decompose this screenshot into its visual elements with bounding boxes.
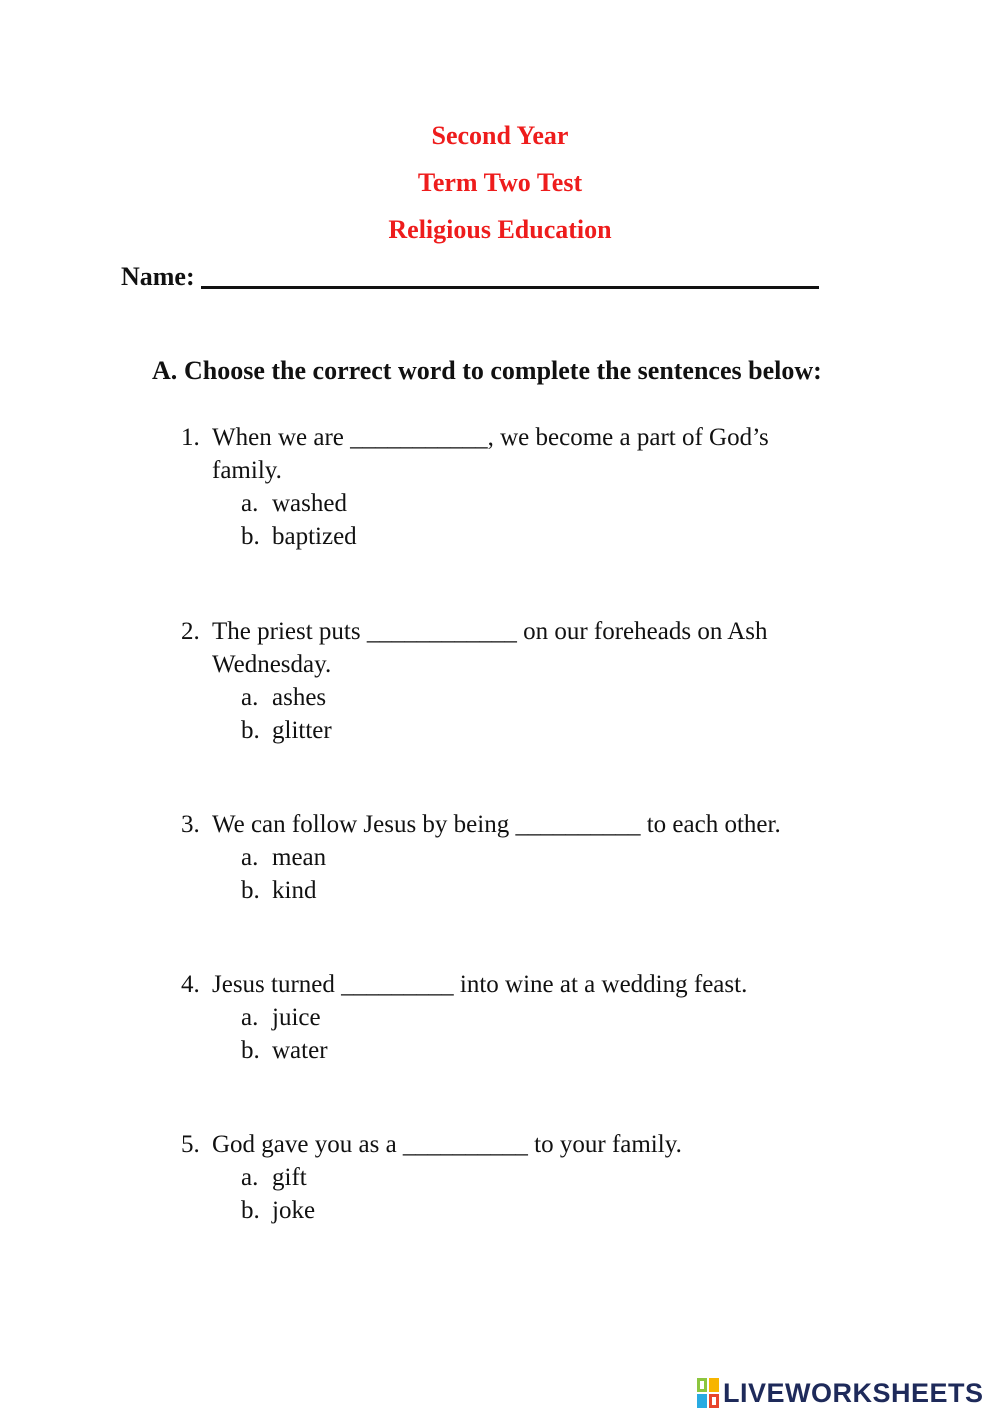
option-letter: a. <box>241 490 259 517</box>
option-b[interactable] <box>181 874 841 907</box>
option-a[interactable] <box>181 1001 841 1034</box>
option-a[interactable] <box>181 681 841 714</box>
option-letter: a. <box>241 684 259 711</box>
test-term-heading: Term Two Test <box>417 168 583 197</box>
question-number: 2. <box>181 618 200 645</box>
option-text: mean <box>272 844 327 871</box>
liveworksheets-watermark <box>697 1376 984 1410</box>
option-b[interactable] <box>181 1194 841 1227</box>
question-number: 5. <box>181 1131 200 1158</box>
liveworksheets-logo-text: LIVEWORKSHEETS <box>723 1377 984 1408</box>
option-b[interactable] <box>181 520 841 553</box>
option-letter: b. <box>241 877 260 904</box>
option-letter: a. <box>241 1004 259 1031</box>
option-b[interactable] <box>181 714 841 747</box>
question-5 <box>181 1128 841 1227</box>
question-number: 4. <box>181 971 200 998</box>
option-text: water <box>272 1037 328 1064</box>
option-text: gift <box>272 1164 307 1191</box>
question-number: 3. <box>181 811 200 838</box>
option-text: washed <box>272 490 347 517</box>
question-number: 1. <box>181 424 200 451</box>
question-2 <box>181 615 841 747</box>
question-text: The priest puts ____________ on our foreheads on Ash Wednesday. <box>212 618 768 678</box>
option-text: ashes <box>272 684 327 711</box>
option-letter: b. <box>241 717 260 744</box>
option-text: juice <box>272 1004 321 1031</box>
liveworksheets-logo-icon <box>697 1378 719 1408</box>
question-text: When we are ___________, we become a part of God’s family. <box>212 424 769 484</box>
option-letter: b. <box>241 523 260 550</box>
question-4 <box>181 968 841 1067</box>
section-instruction-text: Choose the correct word to complete the sentences below: <box>184 356 822 385</box>
option-a[interactable] <box>181 841 841 874</box>
option-b[interactable] <box>181 1034 841 1067</box>
name-input-line[interactable] <box>201 262 819 289</box>
option-text: glitter <box>272 717 332 744</box>
option-text: joke <box>272 1197 316 1224</box>
name-field <box>121 262 819 292</box>
section-letter: A. <box>152 356 178 385</box>
section-a-instruction <box>152 356 822 386</box>
question-text: God gave you as a __________ to your family. <box>212 1131 682 1158</box>
option-a[interactable] <box>181 487 841 520</box>
option-letter: b. <box>241 1037 260 1064</box>
name-label: Name: <box>121 262 195 291</box>
question-1 <box>181 421 841 553</box>
subject-heading: Religious Education <box>388 215 612 244</box>
question-text: We can follow Jesus by being __________ to each other. <box>212 811 781 838</box>
question-text: Jesus turned _________ into wine at a wedding feast. <box>212 971 748 998</box>
option-text: baptized <box>272 523 357 550</box>
option-a[interactable] <box>181 1161 841 1194</box>
test-year-heading: Second Year <box>431 121 569 150</box>
option-letter: a. <box>241 844 259 871</box>
option-text: kind <box>272 877 317 904</box>
option-letter: a. <box>241 1164 259 1191</box>
option-letter: b. <box>241 1197 260 1224</box>
question-3 <box>181 808 841 907</box>
